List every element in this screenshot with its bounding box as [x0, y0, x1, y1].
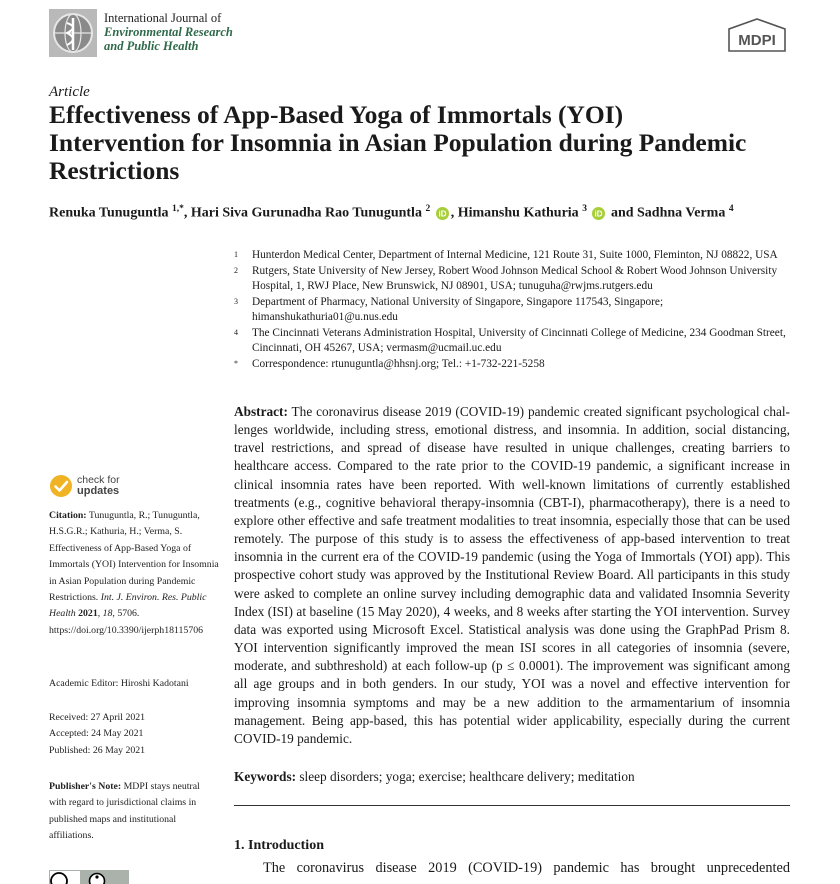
author-affiliation-mark: 2 [425, 204, 430, 214]
abstract-text: GraphPad Prism 8. YOI intervention significantly improved the mean ISI scores in all categories of [234, 622, 790, 655]
affiliation-item [234, 326, 794, 357]
publishers-note [49, 779, 219, 845]
author-separator: , [184, 206, 188, 221]
affiliation-number: 1 [234, 248, 252, 264]
citation-text: Tunuguntla, R.; Tunuguntla, H.S.G.R.; Kathuria, H.; Verma, S. Effectiveness of App-Based Yoga of Immortals (YOI) Intervention for Insomnia in Asian Population during Pandemic Restrictions. [49, 510, 219, 603]
keywords-text: sleep disorders; yoga; exercise; healthcare delivery; meditation [299, 769, 634, 784]
author-list [49, 204, 734, 222]
article-type: Article [49, 84, 90, 101]
introduction-text: The coronavirus disease 2019 (COVID-19) pandemic has brought unprecedented [263, 859, 790, 877]
abstract-text: intervention. Survey data was exported using Microsoft Excel. Statistical analysis was done using the [234, 604, 790, 637]
cc-license-icon[interactable] [49, 870, 129, 884]
check-for-updates-label [77, 475, 120, 496]
svg-text:iD: iD [438, 209, 446, 218]
author-affiliation-mark: 4 [729, 204, 734, 214]
abstract-text: The coronavirus disease 2019 (COVID-19) pandemic created significant psychological chal- [292, 404, 790, 419]
section-heading-introduction: 1. Introduction [234, 838, 324, 854]
publishers-note-label: Publisher's Note: [49, 781, 121, 792]
abstract-text: explore other effective and safe treatment modalities to treat insomnia, especially those that can be [234, 513, 762, 528]
abstract-text: lenges worldwide, including stress, emotional distress, and insomnia. In addition, social distancing, [234, 422, 790, 437]
citation-year: 2021 [78, 608, 98, 619]
affiliation-text: Department of Pharmacy, National University of Singapore, Singapore 117543, Singapore; himanshukathuria01@u.nus.edu [252, 295, 794, 326]
affiliations [234, 248, 794, 372]
abstract-text: significant among all age groups and in both genders. In our study, YOI was a novel and effective [234, 658, 790, 691]
abstract-text: clinical insomnia rates have been reported. With well-known limitations of currently established [234, 477, 790, 492]
abstract-text: of insomnia management. Being app-based, this has potential wider applicability, especially during [234, 695, 790, 728]
author-name: Hari Siva Gurunadha Rao Tunuguntla [191, 206, 422, 221]
author-name: Himanshu Kathuria [458, 206, 579, 221]
check-for-updates-button[interactable] [49, 474, 169, 500]
affiliation-item [234, 357, 794, 373]
author-affiliation-mark: 1,* [172, 204, 184, 214]
citation-volume: 18 [103, 608, 113, 619]
publication-dates [49, 710, 219, 759]
affiliation-text: The Cincinnati Veterans Administration Hospital, University of Cincinnati College of Medicine, 234 Goodman Street, Cincinnati, OH 45267, USA; vermasm@ucmail.uc.edu [252, 326, 794, 357]
abstract-text: in this study were asked to complete an online survey including demographic data and validated [234, 567, 790, 600]
citation-label: Citation: [49, 510, 87, 521]
author-affiliation-mark: 3 [582, 204, 587, 214]
journal-name [104, 11, 233, 53]
academic-editor: Academic Editor: Hiroshi Kadotani [49, 676, 219, 692]
svg-text:iD: iD [595, 209, 603, 218]
journal-name-line1: International Journal of [104, 11, 233, 25]
journal-name-line3: and Public Health [104, 39, 233, 53]
author-name: Renuka Tunuguntla [49, 206, 168, 221]
citation-journal: Int. J. Environ. Res. Public Health [49, 592, 206, 619]
author-name: Sadhna Verma [637, 206, 725, 221]
section-divider [234, 805, 790, 806]
citation: Citation: Tunuguntla, R.; Tunuguntla, H.S.G.R.; Kathuria, H.; Verma, S. Effectiveness of App-Based Yoga of Immortals (YOI) Intervention for Insomnia in Asian Population during Pandemic Restrictions. Int. J. Environ. Res. Public Health 2021, 18, 5706. https://doi.org/10.3390/ijerph18115706 [49, 508, 219, 639]
affiliation-text: Hunterdon Medical Center, Department of Internal Medicine, 121 Route 31, Suite 1000, Fleminton, NJ 08822, USA [252, 248, 794, 264]
correspondence-mark: * [234, 357, 252, 373]
abstract-text: insomnia (severe, moderate, and subthreshold) at each follow-up (p ≤ 0.0001). The improvement was [234, 640, 790, 673]
abstract-text: intervention for improving insomnia symptoms and may be a new addition to the armamentarium [234, 676, 790, 709]
publishers-note-text: MDPI stays neutral with regard to jurisdictional claims in published maps and institutional affiliations. [49, 781, 200, 841]
check-for-updates-icon [49, 474, 73, 498]
abstract-text: used remotely. The purpose of this study is to assess the effectiveness of app-based intervention to [234, 513, 790, 546]
abstract [234, 403, 790, 748]
check-for-updates-line2: updates [77, 486, 120, 497]
orcid-icon[interactable] [592, 207, 605, 220]
date-received: Received: 27 April 2021 [49, 710, 219, 726]
affiliation-item [234, 295, 794, 326]
keywords [234, 768, 790, 786]
abstract-text: Insomnia Severity Index (ISI) at baseline (15 May 2020), 4 weeks, and 8 weeks after starting the YOI [234, 586, 790, 619]
affiliation-number: 2 [234, 264, 252, 295]
abstract-label: Abstract: [234, 404, 288, 419]
author-separator: and [611, 206, 634, 221]
affiliation-number: 3 [234, 295, 252, 326]
abstract-text: healthcare access. Compared to the rate prior to the COVID-19 pandemic, a significant increase in [234, 458, 790, 473]
abstract-text: treat insomnia in the current era of the COVID-19 pandemic (using the Yoga of Immortals (YOI) app). [234, 531, 790, 564]
article-title: Effectiveness of App-Based Yoga of Immortals (YOI) Intervention for Insomnia in Asian Population during Pandemic Restrictions [49, 101, 749, 185]
publisher-name: MDPI [738, 32, 776, 49]
affiliation-item [234, 248, 794, 264]
citation-doi[interactable]: , 5706. https://doi.org/10.3390/ijerph18115706 [49, 608, 203, 635]
keywords-label: Keywords: [234, 769, 296, 784]
journal-logo [49, 9, 97, 57]
publisher-logo [726, 17, 788, 53]
orcid-icon[interactable] [436, 207, 449, 220]
check-for-updates-line1: check for [77, 475, 120, 486]
abstract-text: treatments (e.g., cognitive behavioral therapy-insomnia (CBT-I), pharmacotherapy), there is a need to [234, 495, 790, 510]
abstract-text: the current COVID-19 pandemic. [234, 713, 790, 746]
journal-name-line2: Environmental Research [104, 25, 233, 39]
affiliation-text: Rutgers, State University of New Jersey, Robert Wood Johnson Medical School & Robert Wood Johnson University Hospital, 1, RWJ Place, New Brunswick, NJ 08901, USA; tunuguha@rwjms.rutgers.edu [252, 264, 794, 295]
author-separator: , [451, 206, 455, 221]
correspondence-text: Correspondence: rtunuguntla@hhsnj.org; Tel.: +1-732-221-5258 [252, 357, 794, 373]
abstract-text: This prospective cohort study was approved by the Institutional Review Board. All participants [234, 549, 790, 582]
affiliation-number: 4 [234, 326, 252, 357]
date-published: Published: 26 May 2021 [49, 743, 219, 759]
affiliation-item [234, 264, 794, 295]
abstract-text: travel restrictions, and spread of disease have resulted in unique challenges, creating barriers to [234, 440, 790, 455]
date-accepted: Accepted: 24 May 2021 [49, 726, 219, 742]
